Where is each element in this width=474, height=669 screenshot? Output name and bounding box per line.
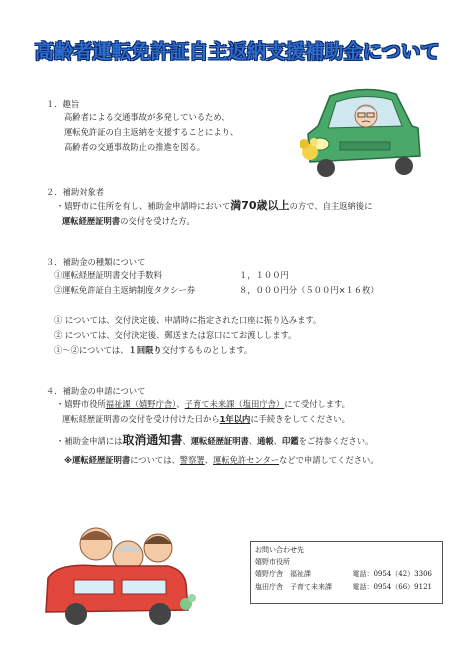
within-one-year: 1年以内 — [219, 414, 251, 424]
welfare-division: 福祉課（嬉野庁舎） — [105, 399, 177, 409]
required-seal: 印鑑 — [282, 436, 299, 446]
section2-line2: 運転経歴証明書の交付を受けた方。 — [62, 216, 195, 226]
phone-welfare[interactable]: 電話：0954（42）3306 — [352, 570, 432, 579]
subsidy-item-2: ②運転免許証自主返納制度タクシー券 ８，０００円分（５００円×１６枚） — [54, 285, 379, 295]
section2-body — [56, 198, 372, 229]
childcare-division: 子育て未来課（塩田庁舎） — [184, 399, 285, 409]
section4-line3: ・補助金申請には取消通知書、運転経歴証明書、通帳、印鑑をご持参ください。 — [56, 433, 374, 447]
section4-body — [56, 397, 379, 468]
section1-line: 運転免許証の自主返納を支援することにより、 — [64, 127, 239, 137]
license-history-cert: 運転経歴証明書 — [62, 216, 121, 226]
family-car-illustration — [38, 518, 198, 630]
section4-line4: ※運転経歴証明書については、警察署、運転免許センターなどで申請してください。 — [64, 455, 379, 465]
required-passbook: 通帳 — [257, 436, 274, 446]
section3-heading: ３．補助金の種類について — [46, 257, 146, 267]
page-title: 高齢者運転免許証自主返納支援補助金について — [34, 40, 440, 63]
cert-note: 運転経歴証明書 — [72, 455, 131, 465]
contact-row-childcare: 塩田庁舎 子育て未来課 電話：0954（66）9121 — [255, 581, 438, 593]
elderly-driver-car-illustration — [300, 86, 428, 178]
section2-heading: ２．補助対象者 — [46, 187, 105, 197]
section3-note: ①～②については、１回限り交付するものとします。 — [54, 345, 253, 355]
section3-note: ① については、交付決定後、申請時に指定された口座に振り込みます。 — [54, 315, 322, 325]
subsidy-item-1: ①運転経歴証明書交付手数料 １，１００円 — [54, 270, 289, 280]
section2-line1: ・嬉野市に住所を有し、補助金申請時において満70歳以上の方で、自主返納後に — [56, 199, 373, 212]
section1-body — [64, 110, 238, 155]
contact-org: 嬉野市役所 — [255, 558, 290, 567]
section1-line: 高齢者による交通事故が多発しているため、 — [64, 112, 230, 122]
one-time-only: １回限り — [128, 345, 162, 355]
section4-line2: 運転経歴証明書の交付を受け付けた日から1年以内に手続きをしてください。 — [62, 414, 350, 424]
age-requirement: 満70歳以上 — [230, 199, 290, 212]
section4-heading: ４．補助金の申請について — [46, 386, 146, 396]
license-center: 運転免許センター — [213, 455, 280, 465]
phone-childcare[interactable]: 電話：0954（66）9121 — [352, 582, 432, 591]
contact-box — [250, 541, 443, 604]
contact-row-welfare: 嬉野庁舎 福祉課 電話：0954（42）3306 — [255, 568, 438, 580]
section1-line: 高齢者の交通事故防止の推進を図る。 — [64, 142, 206, 152]
section3-notes — [54, 313, 321, 358]
contact-heading: お問い合わせ先 — [255, 546, 304, 554]
section3-items — [54, 268, 379, 298]
section3-note: ② については、交付決定後、郵送または窓口にてお渡しします。 — [54, 330, 297, 340]
section1-heading: １．趣旨 — [46, 99, 80, 109]
police-station: 警察署 — [179, 455, 205, 465]
cancellation-notice: 取消通知書 — [122, 433, 183, 447]
required-cert: 運転経歴証明書 — [190, 436, 249, 446]
section4-line1: ・嬉野市役所福祉課（嬉野庁舎）、子育て未来課（塩田庁舎）にて受付します。 — [56, 399, 350, 409]
